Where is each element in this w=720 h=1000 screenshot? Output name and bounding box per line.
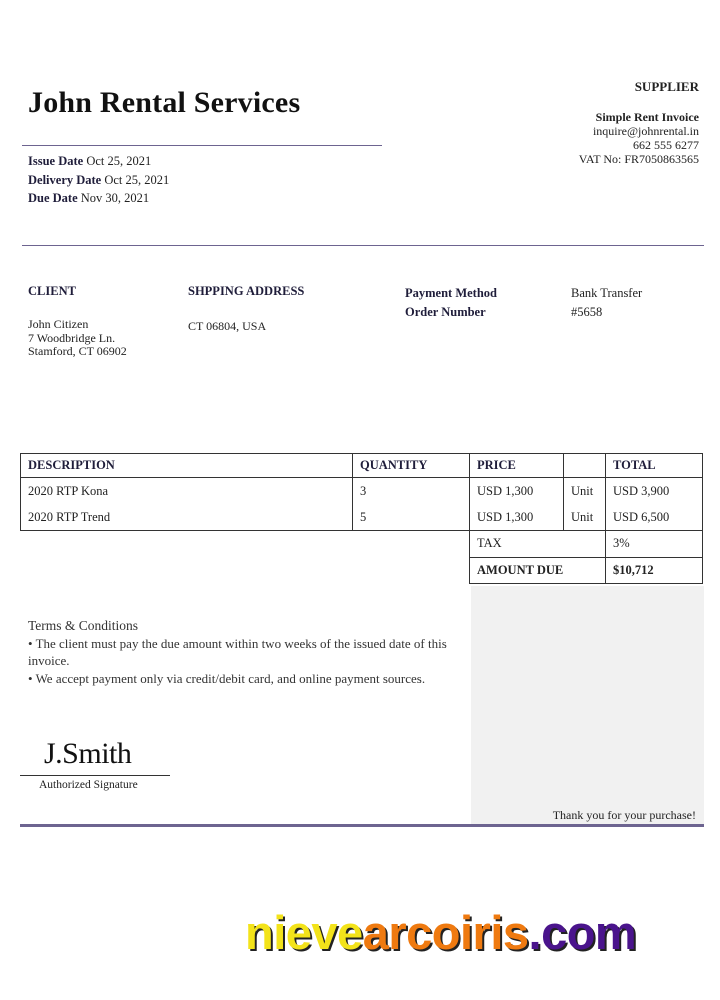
item-total: USD 6,500 xyxy=(606,504,703,531)
supplier-email[interactable]: inquire@johnrental.in xyxy=(592,124,699,138)
issue-date-label: Issue Date xyxy=(28,154,84,168)
item-total: USD 3,900 xyxy=(606,478,703,505)
due-date-row xyxy=(28,189,169,208)
item-price: USD 1,300 xyxy=(470,478,564,505)
header-quantity: QUANTITY xyxy=(353,454,470,478)
tax-row xyxy=(21,531,703,558)
table-row xyxy=(21,504,703,531)
delivery-date-row xyxy=(28,171,169,190)
signature-line xyxy=(20,775,170,776)
due-date-value: Nov 30, 2021 xyxy=(80,191,150,205)
header-description: DESCRIPTION xyxy=(21,454,353,478)
tax-value: 3% xyxy=(606,531,703,558)
terms-title: Terms & Conditions xyxy=(28,618,139,633)
terms-and-conditions xyxy=(28,617,468,687)
table-row xyxy=(21,478,703,505)
supplier-vat: VAT No: FR7050863565 xyxy=(578,152,699,166)
shipping-address: CT 06804, USA xyxy=(188,319,267,333)
amount-due-row xyxy=(21,557,703,583)
client-heading: CLIENT xyxy=(28,284,76,298)
payment-method-value: Bank Transfer xyxy=(571,286,643,300)
items-table xyxy=(20,453,703,584)
header-price: PRICE xyxy=(470,454,564,478)
payment-values xyxy=(571,284,642,322)
amount-due-label: AMOUNT DUE xyxy=(470,557,606,583)
supplier-name: Simple Rent Invoice xyxy=(595,110,699,124)
watermark-part2: arcoiris xyxy=(362,906,529,959)
due-date-label: Due Date xyxy=(28,191,78,205)
client-name: John Citizen xyxy=(28,317,89,331)
supplier-phone: 662 555 6277 xyxy=(633,138,699,152)
item-quantity: 3 xyxy=(353,478,470,505)
section-divider xyxy=(22,245,704,246)
thank-you-note: Thank you for your purchase! xyxy=(552,808,696,822)
order-number-label: Order Number xyxy=(405,305,486,319)
totals-panel-background xyxy=(471,586,704,826)
watermark-logo xyxy=(245,905,636,960)
delivery-date-value: Oct 25, 2021 xyxy=(104,172,170,187)
header-unit xyxy=(564,454,606,478)
watermark-part1: nieve xyxy=(245,906,363,959)
issue-date-row xyxy=(28,152,169,171)
header-total: TOTAL xyxy=(606,454,703,478)
item-description: 2020 RTP Kona xyxy=(21,478,353,505)
tax-label: TAX xyxy=(470,531,606,558)
header-divider xyxy=(22,145,382,146)
shipping-heading: SHPPING ADDRESS xyxy=(188,284,305,298)
signature-name: J.Smith xyxy=(44,737,132,770)
item-description: 2020 RTP Trend xyxy=(21,504,353,531)
client-address-line1: 7 Woodbridge Ln. xyxy=(28,330,116,345)
issue-date-value: Oct 25, 2021 xyxy=(86,154,152,168)
company-name: John Rental Services xyxy=(28,86,301,119)
payment-labels xyxy=(405,284,497,322)
supplier-block xyxy=(579,80,699,166)
watermark-part3: .com xyxy=(528,906,637,959)
terms-item: • The client must pay the due amount within two weeks of the issued date of this invoice. xyxy=(28,635,447,668)
item-quantity: 5 xyxy=(353,504,470,531)
client-address xyxy=(28,318,127,359)
terms-item: • We accept payment only via credit/debit card, and online payment sources. xyxy=(28,670,426,686)
payment-method-label: Payment Method xyxy=(405,286,497,300)
item-unit: Unit xyxy=(564,504,606,531)
item-unit: Unit xyxy=(564,478,606,505)
order-number-value: #5658 xyxy=(571,305,603,319)
footer-divider xyxy=(20,824,704,827)
invoice-dates xyxy=(28,152,169,208)
table-header-row xyxy=(21,454,703,478)
supplier-heading: SUPPLIER xyxy=(634,79,699,94)
amount-due-value: $10,712 xyxy=(606,557,703,583)
delivery-date-label: Delivery Date xyxy=(28,172,102,187)
signature-label: Authorized Signature xyxy=(39,779,138,791)
item-price: USD 1,300 xyxy=(470,504,564,531)
client-address-line2: Stamford, CT 06902 xyxy=(28,344,127,358)
